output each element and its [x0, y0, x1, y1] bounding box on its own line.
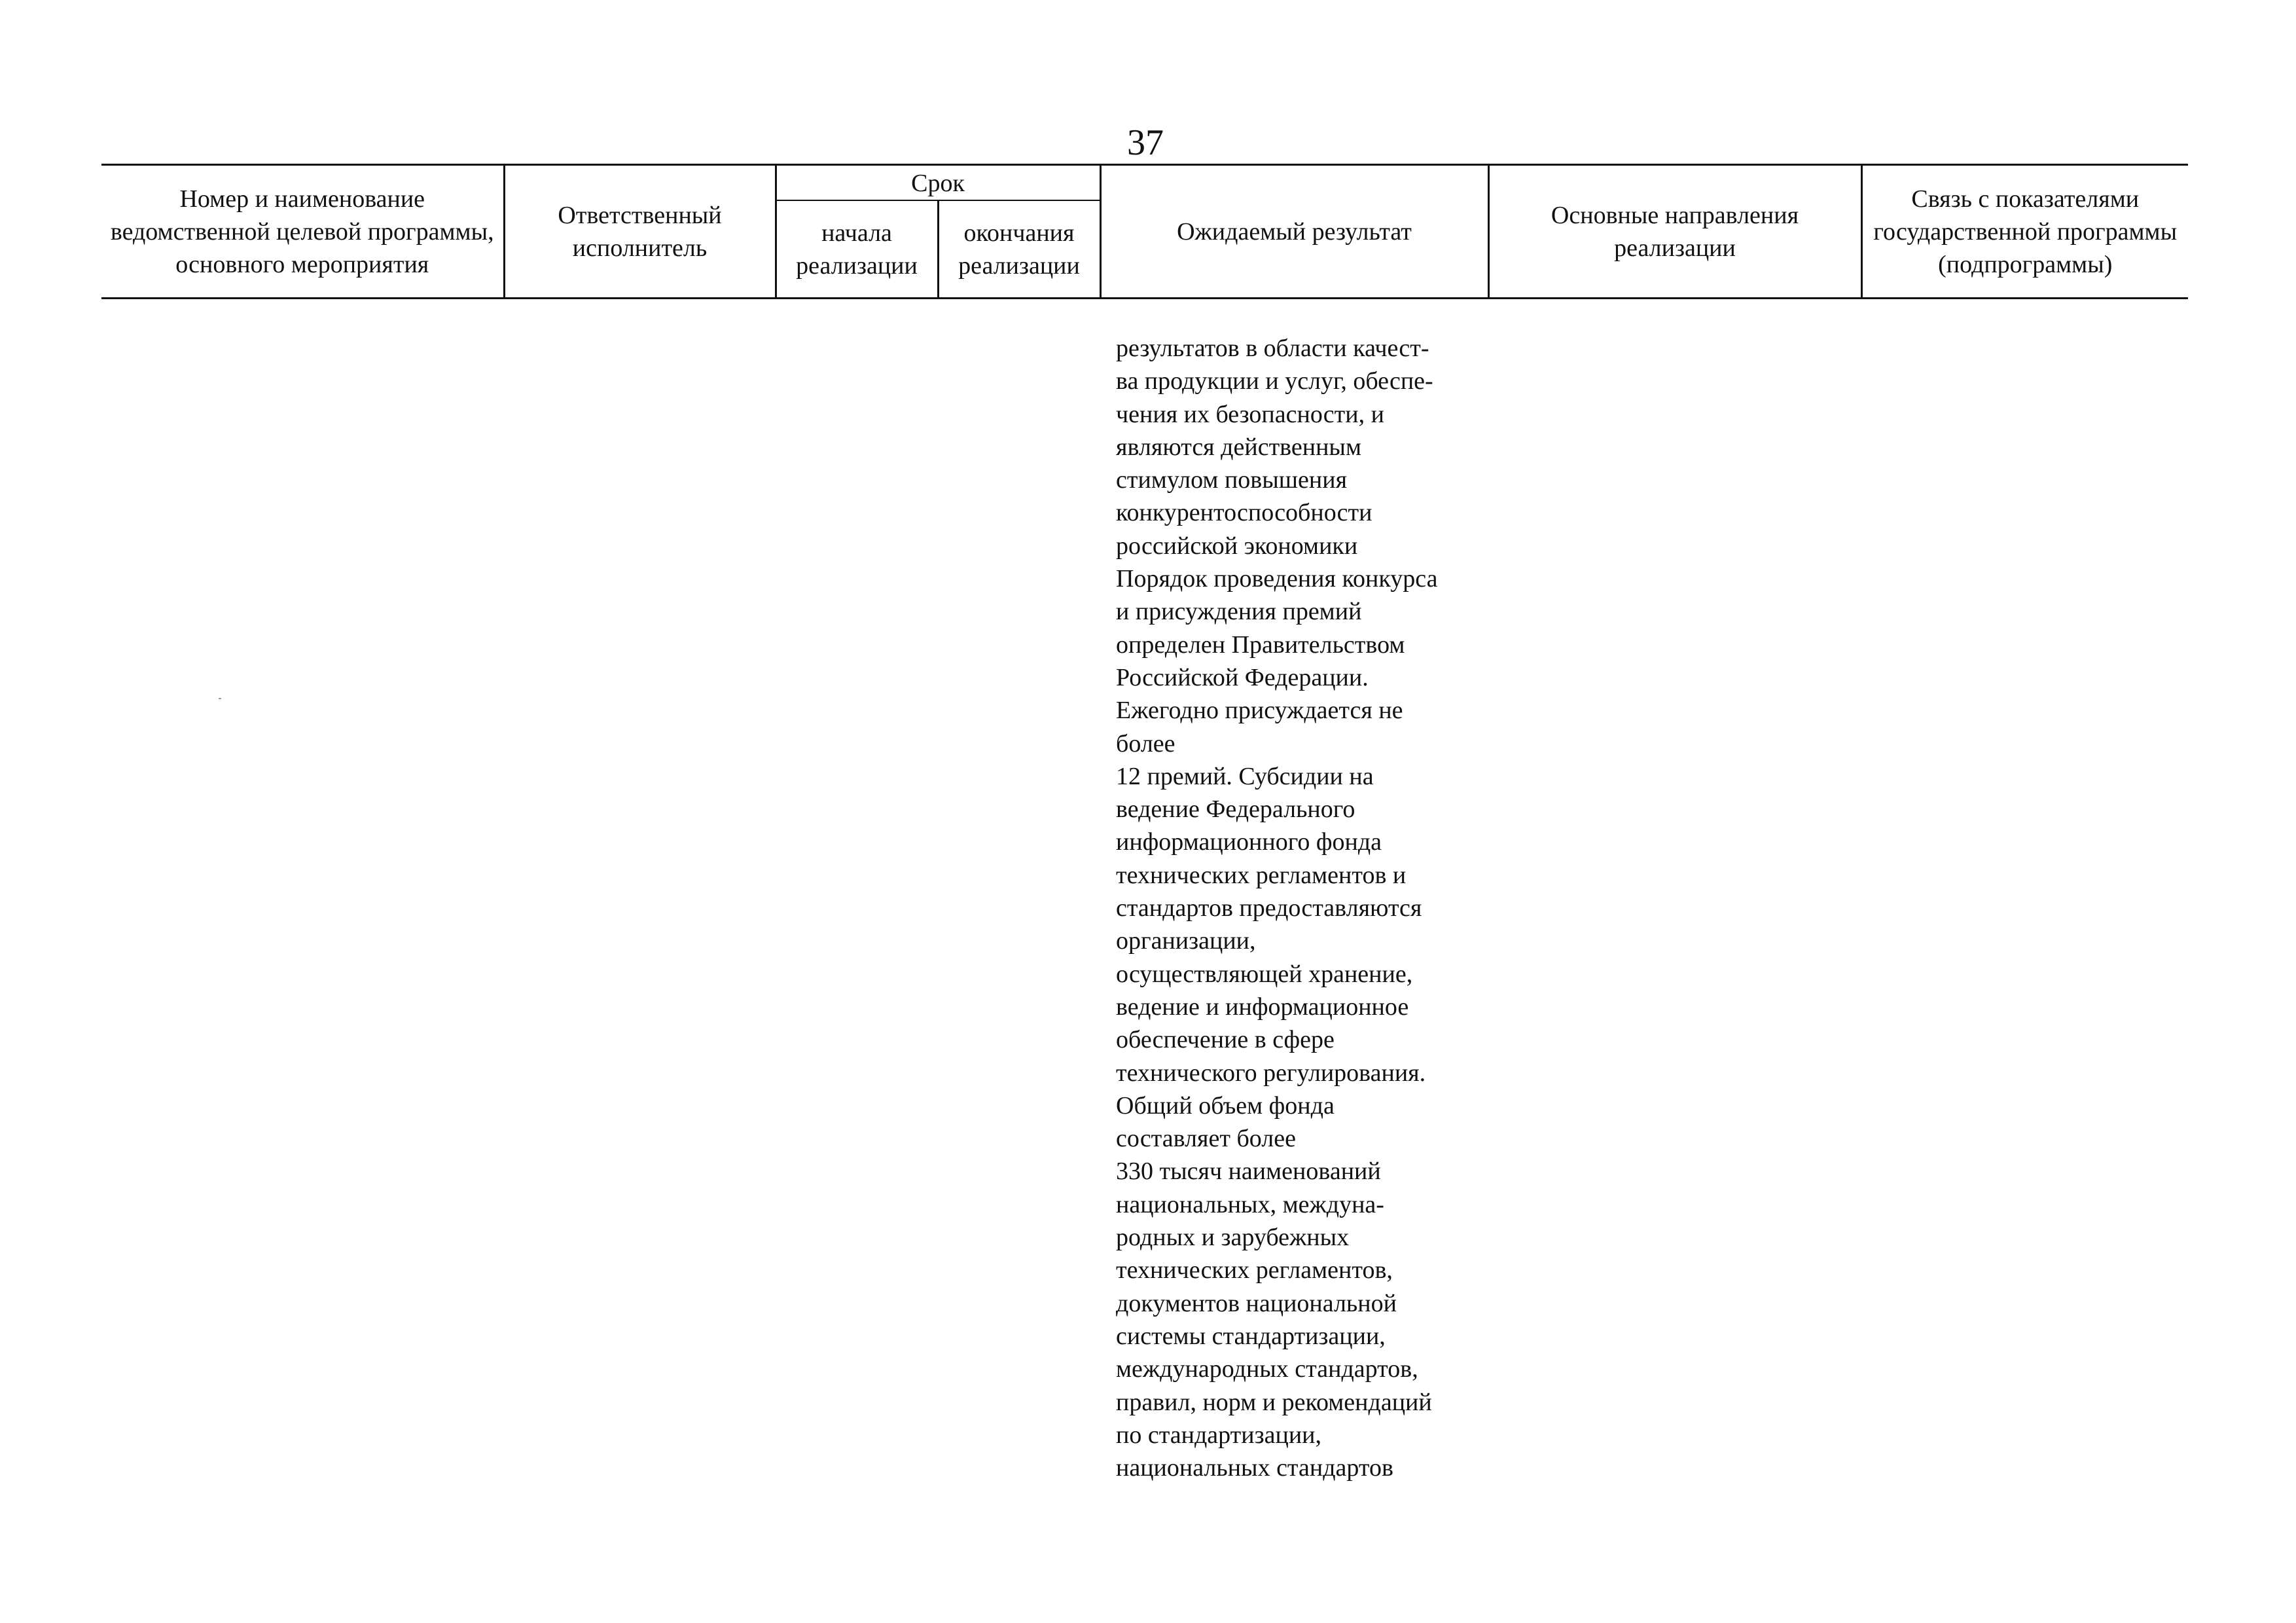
result-text-line: Ежегодно присуждается не: [1116, 697, 1403, 725]
result-text-line: стимулом повышения: [1116, 466, 1348, 494]
result-text-line: обеспечение в сфере: [1116, 1026, 1335, 1054]
result-text-line: правил, норм и рекомендаций: [1116, 1388, 1432, 1416]
column-header-main-directions: Основные направления реализации: [1488, 165, 1861, 299]
result-text-line: результатов в области качест-: [1116, 335, 1429, 362]
result-text-line: родных и зарубежных: [1116, 1224, 1350, 1252]
result-text-line: Российской Федерации.: [1116, 663, 1369, 691]
result-text-line: 12 премий. Субсидии на: [1116, 762, 1374, 790]
result-text-line: национальных стандартов: [1116, 1454, 1393, 1482]
result-text-line: стандартов предоставляются: [1116, 894, 1422, 922]
column-header-responsible: Ответственный исполнитель: [504, 165, 776, 299]
result-text-line: осуществляющей хранение,: [1116, 960, 1413, 988]
result-text-line: составляет более: [1116, 1125, 1296, 1153]
result-text-line: ведение и информационное: [1116, 993, 1409, 1021]
result-text-line: определен Правительством: [1116, 630, 1405, 659]
result-text-line: 330 тысяч наименований: [1116, 1158, 1381, 1186]
column-header-indicator-link: Связь с показателями государственной программы (подпрограммы): [1861, 165, 2188, 299]
scan-speck: [219, 698, 221, 699]
result-text-line: международных стандартов,: [1116, 1355, 1418, 1383]
result-text-line: по стандартизации,: [1116, 1421, 1322, 1449]
column-header-term-start: начала реализации: [776, 200, 938, 299]
column-header-program-name: Номер и наименование ведомственной целевой программы, основного мероприятия: [101, 165, 504, 299]
result-text-line: технических регламентов и: [1116, 861, 1407, 889]
result-text-line: системы стандартизации,: [1116, 1322, 1386, 1350]
result-text-line: национальных, междуна-: [1116, 1190, 1384, 1218]
page-number: 37: [1127, 122, 1164, 163]
result-text-line: информационного фонда: [1116, 828, 1382, 856]
result-text-line: являются действенным: [1116, 433, 1362, 461]
result-text-line: ведение Федерального: [1116, 795, 1355, 824]
result-text-line: конкурентоспособности: [1116, 499, 1372, 527]
result-text-line: и присуждения премий: [1116, 598, 1362, 626]
expected-result-text: [1116, 332, 1482, 1484]
result-text-line: технического регулирования.: [1116, 1059, 1426, 1087]
result-text-line: ва продукции и услуг, обеспе-: [1116, 367, 1433, 395]
result-text-line: организации,: [1116, 927, 1256, 955]
result-text-line: технических регламентов,: [1116, 1256, 1393, 1285]
result-text-line: российской экономики: [1116, 532, 1358, 560]
result-text-line: Порядок проведения конкурса: [1116, 565, 1438, 593]
result-text-line: более: [1116, 729, 1175, 757]
column-header-term: Срок: [776, 165, 1100, 201]
result-text-line: Общий объем фонда: [1116, 1091, 1335, 1120]
column-header-expected-result: Ожидаемый результат: [1100, 165, 1488, 299]
result-text-line: документов национальной: [1116, 1289, 1397, 1317]
column-header-term-end: окончания реализации: [938, 200, 1100, 299]
result-text-line: чения их безопасности, и: [1116, 400, 1384, 428]
program-table-header: [101, 164, 2188, 299]
